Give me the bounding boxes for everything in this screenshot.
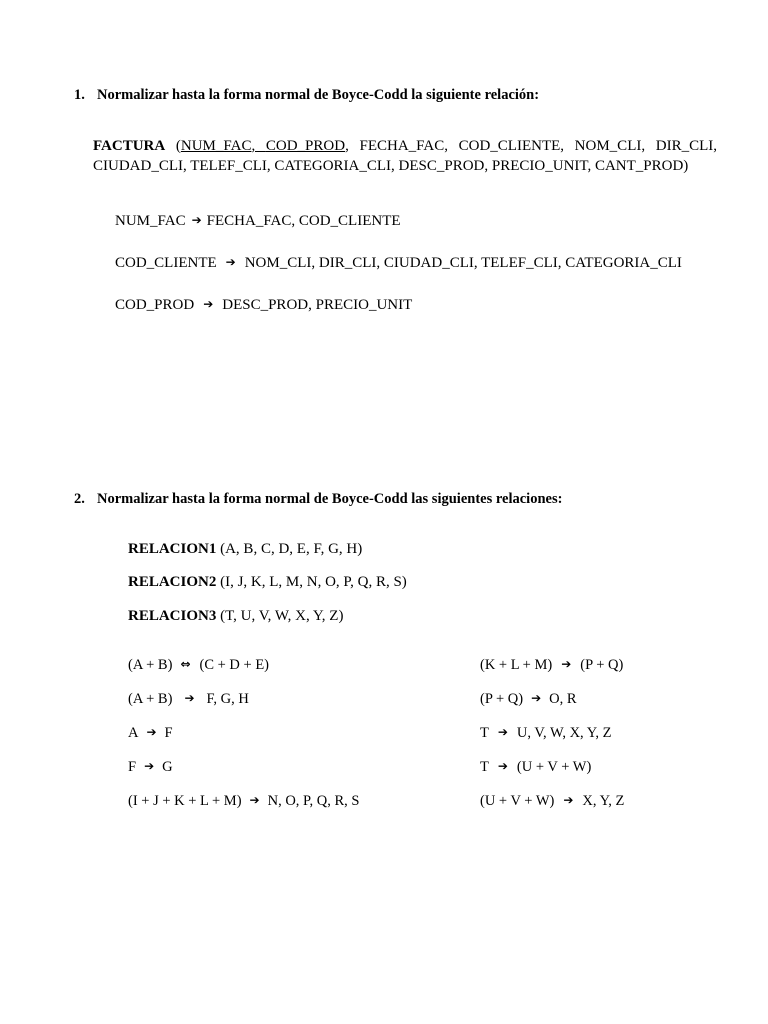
dependency-lhs: COD_PROD [115, 297, 195, 313]
dependency-lhs: F [128, 759, 137, 775]
q2-heading [74, 491, 562, 508]
dependency-right [480, 793, 624, 810]
dependency-left [128, 725, 173, 742]
dependency-rhs: F [164, 725, 173, 741]
right-arrow-icon: ➔ [146, 725, 157, 739]
factura-name: FACTURA [93, 138, 166, 154]
q2-number: 2. [74, 491, 85, 507]
factura-key-num-fac: NUM_FAC [180, 138, 252, 154]
relation-attributes: (I, J, K, L, M, N, O, P, Q, R, S) [216, 574, 407, 590]
dependency-rhs: X, Y, Z [582, 793, 625, 809]
dependency-lhs: (P + Q) [480, 691, 524, 707]
dependency-lhs: NUM_FAC [115, 213, 186, 229]
factura-key-cod-prod: COD_PROD [265, 138, 346, 154]
relation-attributes: (T, U, V, W, X, Y, Z) [216, 608, 344, 624]
factura-attributes: , FECHA_FAC, COD_CLIENTE, NOM_CLI, DIR_CLI, CIUDAD_CLI, TELEF_CLI, CATEGORIA_CLI, DESC_PROD, PRECIO_UNIT, CANT_PROD) [93, 138, 718, 174]
dependency-left [128, 657, 269, 674]
factura-key-sep: , [251, 138, 266, 154]
right-arrow-icon: ➔ [225, 255, 236, 269]
dependency-rhs: F, G, H [206, 691, 249, 707]
dependency-rhs: N, O, P, Q, R, S [267, 793, 360, 809]
right-arrow-icon: ➔ [191, 213, 202, 227]
right-arrow-icon: ➔ [203, 297, 214, 311]
dependency-rhs: O, R [549, 691, 577, 707]
dependency-lhs: T [480, 725, 489, 741]
dependency-left [128, 759, 173, 776]
relation-item [128, 541, 362, 558]
relation-attributes: (A, B, C, D, E, F, G, H) [216, 541, 363, 557]
factura-open-paren: ( [165, 138, 181, 154]
dependency-right [480, 725, 611, 742]
relation-name: RELACION1 [128, 541, 217, 557]
right-arrow-icon: ➔ [563, 793, 574, 807]
dependency-rhs: DESC_PROD, PRECIO_UNIT [222, 297, 413, 313]
dependency-rhs: G [162, 759, 173, 775]
q2-title: Normalizar hasta la forma normal de Boyce-Codd las siguientes relaciones: [97, 491, 563, 507]
q1-dependency [115, 213, 401, 230]
dependency-left [128, 793, 359, 810]
right-arrow-icon: ➔ [144, 759, 155, 773]
dependency-lhs: (I + J + K + L + M) [128, 793, 242, 809]
relation-item [128, 608, 343, 625]
relation-name: RELACION2 [128, 574, 217, 590]
dependency-rhs: (U + V + W) [516, 759, 592, 775]
right-arrow-icon: ➔ [497, 725, 508, 739]
right-arrow-icon: ➔ [531, 691, 542, 705]
dependency-lhs: (A + B) [128, 691, 173, 707]
dependency-right [480, 759, 591, 776]
right-arrow-icon: ➔ [561, 657, 572, 671]
dependency-rhs: NOM_CLI, DIR_CLI, CIUDAD_CLI, TELEF_CLI, CATEGORIA_CLI [244, 255, 682, 271]
right-arrow-icon: ➔ [184, 691, 195, 705]
dependency-rhs: U, V, W, X, Y, Z [516, 725, 612, 741]
dependency-lhs: (U + V + W) [480, 793, 555, 809]
dependency-lhs: T [480, 759, 489, 775]
bidirectional-arrow-icon: ⇔ [180, 657, 191, 671]
dependency-left [128, 691, 249, 708]
dependency-lhs: A [128, 725, 139, 741]
q1-dependency [115, 255, 682, 272]
q1-heading [74, 87, 539, 104]
dependency-rhs: (C + D + E) [199, 657, 270, 673]
dependency-right [480, 691, 577, 708]
right-arrow-icon: ➔ [249, 793, 260, 807]
dependency-rhs: FECHA_FAC, COD_CLIENTE [206, 213, 401, 229]
q1-dependency [115, 297, 412, 314]
dependency-lhs: (K + L + M) [480, 657, 553, 673]
dependency-rhs: (P + Q) [580, 657, 624, 673]
q1-title: Normalizar hasta la forma normal de Boyce-Codd la siguiente relación: [97, 87, 540, 103]
relation-name: RELACION3 [128, 608, 217, 624]
factura-relation [93, 136, 717, 176]
right-arrow-icon: ➔ [497, 759, 508, 773]
dependency-lhs: COD_CLIENTE [115, 255, 217, 271]
dependency-right [480, 657, 623, 674]
relation-item [128, 574, 407, 591]
q1-number: 1. [74, 87, 85, 103]
dependency-lhs: (A + B) [128, 657, 173, 673]
